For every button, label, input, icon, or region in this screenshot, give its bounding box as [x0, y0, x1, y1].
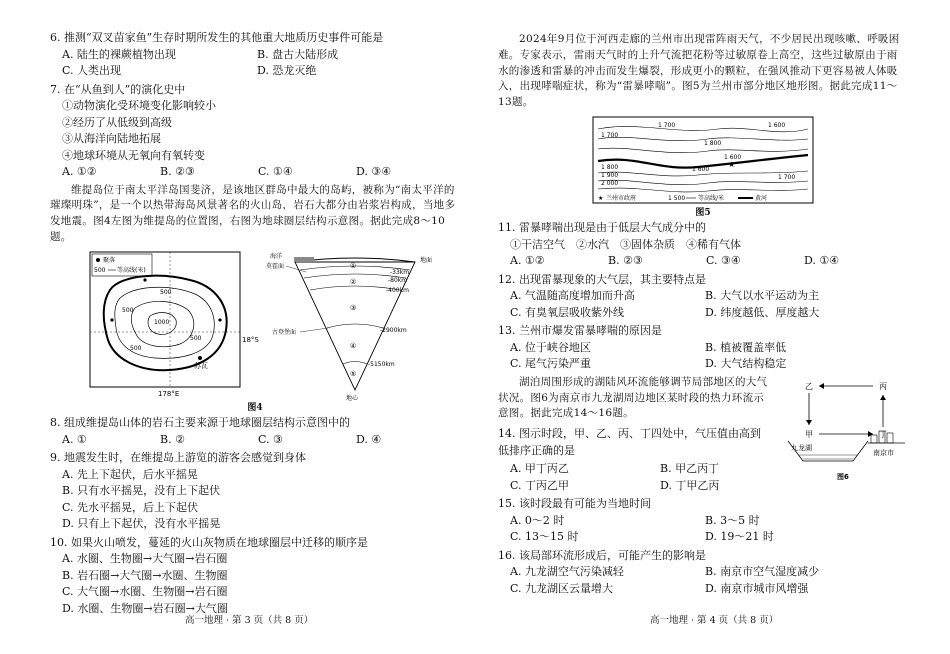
- question-stem: 10. 如果火山喷发，蔓延的火山灰物质在地球圈层中迁移的顺序是: [50, 535, 368, 549]
- figure-6: [783, 375, 908, 489]
- option-a: A. 位于峡谷地区: [510, 340, 591, 354]
- passage-fiji: 维提岛位于南太平洋岛国斐济，是该地区群岛中最大的岛屿，被称为“南太平洋的璀璨明珠”，是一个以热带海岛风景著名的火山岛，岩石大都分由岩浆岩构成，当地多发地震。图4左图为维提岛的位置图，右图为地球圈层结构示意图。据此完成8～10题。: [50, 183, 456, 243]
- option-d: D. 丁甲乙丙: [660, 478, 720, 492]
- option-c: C. ③: [258, 432, 283, 446]
- depth-2900: -2900km: [380, 326, 407, 334]
- figure-5-svg: [498, 115, 908, 207]
- label-moho: 莫霍面: [266, 262, 285, 270]
- contour-label: 1 800: [601, 163, 619, 171]
- option-c: C. 有臭氧层吸收紫外线: [510, 305, 625, 319]
- question-stem: 16. 该局部环流形成后，可能产生的影响是: [498, 548, 706, 562]
- contour-label: 500: [130, 344, 142, 352]
- option-c: C. 尾气污染严重: [510, 357, 592, 371]
- page-footer-right: 高一地理 · 第 4 页（共 8 页）: [650, 615, 779, 626]
- passage-jiulong-lake: 湖泊周围形成的湖陆风环流能够调节局部地区的大气状况。图6为南京市九龙湖周边地区某时段的热力环流示意图。据此完成14～16题。: [498, 375, 768, 420]
- option-d: D. 水圈、生物圈→岩石圈→大气圈: [62, 601, 228, 615]
- option-b: B. ②③: [160, 165, 195, 178]
- question-16: [498, 548, 908, 598]
- option-b: B. 只有水平摇晃，没有上下起伏: [62, 484, 221, 497]
- label-earth-center: 地心: [346, 394, 359, 402]
- page-footer-left: 高一地理 · 第 3 页（共 8 页）: [185, 615, 314, 626]
- point-jia: 甲: [805, 429, 813, 439]
- option-a: A. ①: [62, 432, 87, 446]
- question-6: [50, 30, 460, 80]
- option-d: D. ③④: [356, 165, 392, 178]
- figure-5: [498, 115, 908, 207]
- contour-label: 1 600: [692, 165, 710, 173]
- option-b: B. 盘古大陆形成: [257, 47, 339, 61]
- figure-4-svg: [50, 250, 460, 402]
- legend-contour-value: 1 500: [668, 194, 686, 202]
- town-dot-icon: [198, 356, 202, 360]
- figure-4: [50, 250, 460, 402]
- building-icon: [871, 435, 877, 443]
- point-yi: 乙: [805, 381, 813, 391]
- contour-label: 1 600: [724, 153, 742, 161]
- option-d: D. 19～21 时: [705, 530, 774, 543]
- option-a: A. 气温随高度增加而升高: [510, 289, 635, 303]
- option-c: C. 大气圈→水圈、生物圈→岩石圈: [62, 585, 228, 598]
- label-surface: 地面: [420, 256, 433, 264]
- option-a: A. 水圈、生物圈→大气圈→岩石圈: [62, 552, 228, 565]
- figure-6-caption: 图6: [837, 472, 849, 481]
- contour-label: 2 000: [601, 179, 619, 187]
- legend-star-icon: ★: [598, 194, 604, 202]
- option-b: B. 岩石圈→大气圈→水圈、生物圈: [62, 568, 228, 582]
- option-c: C. ①④: [258, 165, 293, 178]
- depth-33: -33km: [390, 268, 410, 276]
- question-stem: 11. 雷暴哮喘出现是由于低层大气成分中的: [498, 221, 706, 235]
- question-10: [50, 535, 460, 618]
- option-a: A. ①②: [62, 165, 97, 178]
- contour-label: 1 900: [601, 171, 619, 179]
- point-bing: 丙: [879, 381, 887, 391]
- contour-label: 500: [190, 334, 202, 342]
- statement-4: ④地球环境从无氧向有氧转变: [62, 148, 205, 162]
- legend-contour: 等高线/米: [698, 194, 725, 202]
- option-d: D. 恐龙灭绝: [257, 64, 317, 77]
- legend-contour-value: 500: [94, 266, 106, 274]
- figure-6-svg: [783, 375, 908, 483]
- option-b: B. 大气以水平运动为主: [705, 289, 820, 303]
- question-stem: 13. 兰州市爆发雷暴哮喘的原因是: [498, 324, 662, 338]
- question-14: [498, 426, 768, 459]
- question-stem: 12. 出现雷暴现象的大气层，其主要特点是: [498, 272, 706, 286]
- option-d: D. ①④: [804, 254, 840, 268]
- lake-label: 九龙湖: [791, 443, 812, 452]
- circle-4: ④: [350, 341, 357, 350]
- depth-400: -400km: [386, 286, 409, 294]
- depth-5150: -5150km: [368, 360, 395, 368]
- option-d: D. 大气结构稳定: [705, 357, 787, 371]
- option-c: C. 九龙湖区云量增大: [510, 581, 614, 595]
- circle-3: ③: [350, 303, 357, 312]
- statements: ①干洁空气 ②水汽 ③固体杂质 ④稀有气体: [510, 237, 741, 251]
- option-c: C. 先水平摇晃，后上下起伏: [62, 500, 199, 514]
- statement-3: ③从海洋向陆地拓展: [62, 132, 161, 145]
- question-stem: 7. 在“从鱼到人”的演化史中: [50, 82, 186, 96]
- legend-village: 聚落: [103, 256, 116, 264]
- option-b: B. 甲乙丙丁: [660, 462, 720, 475]
- contour-label: 500: [122, 306, 134, 314]
- option-a: A. 九龙湖空气污染减轻: [510, 565, 624, 578]
- contour-label: 500: [160, 288, 172, 296]
- option-b: B. 南京市空气湿度减少: [705, 565, 820, 578]
- option-a: A. 甲丁丙乙: [510, 462, 569, 475]
- option-c: C. 13～15 时: [510, 530, 579, 543]
- question-stem: 8. 组成维提岛山体的岩石主要来源于地球圈层结构示意图中的: [50, 416, 350, 429]
- question-15: [498, 496, 908, 546]
- option-b: B. ②③: [608, 254, 643, 268]
- question-9: [50, 450, 460, 533]
- passage-lanzhou: 2024年9月位于河西走廊的兰州市出现雷阵雨天气，不少居民出现咳嗽、呼吸困难。专家表示，雷雨天气时的上升气流把花粉等过敏原卷上高空，这些过敏原由于雨水的渗透和雷暴的冲击而发生爆裂，形成更小的颗粒，在强风推动下更容易被人体吸入，出现哮喘症状，称为“雷暴哮喘”。图5为兰州市部分地区地形图。据此完成11～13题。: [498, 33, 900, 108]
- city-government-star-icon: ★: [728, 159, 736, 169]
- town-suva: 苏瓦: [194, 361, 208, 370]
- building-icon: [887, 433, 893, 443]
- option-c: C. 人类出现: [62, 64, 122, 77]
- option-b: B. ②: [160, 432, 185, 446]
- option-a: A. 0～2 时: [510, 513, 565, 527]
- option-d: D. ④: [356, 432, 382, 446]
- option-b: B. 植被覆盖率低: [705, 340, 787, 354]
- figure-5-caption: 图5: [695, 207, 711, 218]
- legend-river: 黄河: [755, 194, 768, 202]
- label-gutenberg: 古登堡面: [272, 328, 297, 336]
- contour-label: 1 800: [704, 139, 722, 147]
- option-a: A. ①②: [510, 254, 545, 268]
- point-ding: 丁: [879, 429, 887, 439]
- latitude-label: 18°S: [242, 335, 259, 344]
- question-11: [498, 220, 908, 270]
- figure-4-caption: 图4: [247, 402, 263, 413]
- option-a: A. 陆生的裸蕨植物出现: [62, 47, 176, 61]
- circle-1: ①: [350, 261, 357, 270]
- contour-label: 1 700: [601, 131, 619, 139]
- option-c: C. 丁丙乙甲: [510, 478, 570, 492]
- circle-2: ②: [350, 277, 357, 286]
- legend-gov: 兰州市政府: [606, 194, 637, 202]
- left-page: [50, 30, 460, 619]
- label-ocean: 海洋: [270, 252, 283, 260]
- question-stem: 14. 图示时段，甲、乙、丙、丁四处中，气压值由高到低排序正确的是: [498, 427, 761, 457]
- option-a: A. 先上下起伏，后水平摇晃: [62, 467, 198, 481]
- question-stem: 9. 地震发生时，在维提岛上游览的游客会感觉到身体: [50, 451, 306, 464]
- contour-label: 1000: [154, 318, 170, 326]
- question-13: [498, 323, 908, 373]
- circle-5: ⑤: [350, 369, 357, 378]
- option-d: D. 只有上下起伏，没有水平摇晃: [62, 517, 221, 530]
- question-stem: 15. 该时段最有可能为当地时间: [498, 497, 651, 510]
- right-page: [498, 30, 908, 599]
- option-d: D. 纬度越低、厚度越大: [705, 305, 820, 319]
- city-label: 南京市: [873, 448, 894, 457]
- statement-1: ①动物演化受环境变化影响较小: [62, 99, 216, 112]
- option-c: C. ③④: [706, 254, 741, 268]
- option-b: B. 3～5 时: [705, 513, 760, 527]
- depth-80: -80km: [388, 276, 408, 284]
- legend-contour: 等高线(米): [117, 266, 146, 274]
- question-8: [50, 415, 460, 448]
- statement-2: ②经历了从低级到高级: [62, 115, 172, 129]
- option-d: D. 南京市城市风增强: [705, 581, 809, 595]
- question-stem: 6. 推测“双叉苗家鱼”生存时期所发生的其他重大地质历史事件可能是: [50, 31, 384, 44]
- question-12: [498, 272, 908, 322]
- earth-structure-diagram: [266, 252, 432, 402]
- longitude-label: 178°E: [158, 389, 180, 398]
- question-7: [50, 82, 460, 181]
- village-symbol-icon: [96, 258, 100, 262]
- contour-label: 1 600: [768, 121, 786, 129]
- contour-label: 1 700: [658, 121, 676, 129]
- contour-label: 1 700: [778, 173, 796, 181]
